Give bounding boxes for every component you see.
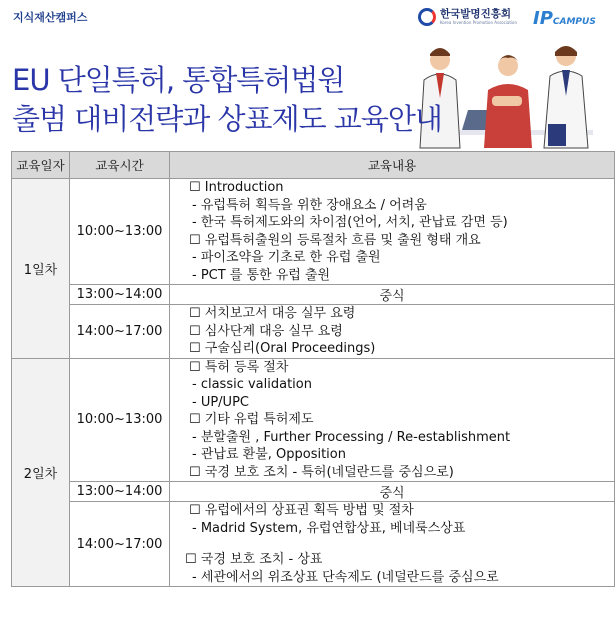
content-line: - 세관에서의 위조상표 단속제도 (네덜란드를 중심으로 — [192, 569, 499, 585]
content-line: - 관납료 환불, Opposition — [192, 447, 346, 462]
content-line: - 유럽특허 획득을 위한 장애요소 / 어려움 — [192, 197, 427, 213]
content-line: - PCT 를 통한 유럽 출원 — [192, 267, 331, 283]
kipa-logo-mark-icon — [418, 8, 436, 26]
session-content — [170, 179, 615, 285]
content-line-blank — [189, 537, 614, 551]
content-line: ☐ 서치보고서 대응 실무 요령 — [189, 306, 356, 321]
content-line: - 파이조약을 기초로 한 유럽 출원 — [192, 250, 381, 265]
table-row — [12, 285, 615, 305]
campus-label: 지식재산캠퍼스 — [13, 11, 88, 24]
table-row — [12, 502, 615, 587]
table-header-row — [12, 152, 615, 179]
session-time: 14:00~17:00 — [70, 502, 170, 587]
schedule-table — [11, 151, 615, 587]
kipa-name-en: Korea Invention Promotion Association — [440, 20, 518, 25]
day-label: 2일차 — [12, 358, 70, 587]
content-line: ☐ 심사단계 대응 실무 요령 — [189, 323, 343, 339]
lunch-time: 13:00~14:00 — [70, 285, 170, 305]
lunch-time: 13:00~14:00 — [70, 482, 170, 502]
content-line: ☐ 유럽에서의 상표권 획득 방법 및 절차 — [189, 503, 414, 518]
table-row — [12, 179, 615, 285]
lunch-label: 중식 — [170, 285, 615, 305]
ipcampus-logo — [533, 8, 596, 29]
session-time: 10:00~13:00 — [70, 358, 170, 482]
session-content — [170, 358, 615, 482]
day-label: 1일차 — [12, 179, 70, 359]
session-content — [170, 305, 615, 359]
content-line: ☐ 구술심리(Oral Proceedings) — [189, 341, 376, 356]
header-time: 교육시간 — [70, 152, 170, 179]
ipcampus-campus: CAMPUS — [552, 17, 596, 27]
content-line: ☐ 국경 보호 조치 - 상표 — [185, 552, 323, 567]
header-date: 교육일자 — [12, 152, 70, 179]
content-line: - 분할출원 , Further Processing / Re-establishment — [192, 429, 511, 445]
session-time: 10:00~13:00 — [70, 179, 170, 285]
lunch-label: 중식 — [170, 482, 615, 502]
content-line: ☐ 유럽특허출원의 등록절차 흐름 및 출원 형태 개요 — [189, 232, 481, 248]
kipa-name: 한국발명진흥회 — [440, 8, 512, 20]
header-content: 교육내용 — [170, 152, 615, 179]
content-line: ☐ Introduction — [189, 180, 284, 195]
content-line: - classic validation — [192, 377, 312, 392]
session-time: 14:00~17:00 — [70, 305, 170, 359]
ipcampus-ip: IP — [533, 8, 553, 29]
content-line: - UP/UPC — [192, 394, 249, 410]
page-title-line1: EU 단일특허, 통합특허법원 — [12, 63, 345, 97]
content-line: - 한국 특허제도와의 차이점(언어, 서치, 관납료 감면 등) — [192, 215, 508, 230]
top-bar — [0, 0, 615, 40]
table-row — [12, 305, 615, 359]
content-line: ☐ 기타 유럽 특허제도 — [189, 412, 314, 427]
page-title-line2: 출범 대비전략과 상표제도 교육안내 — [12, 102, 442, 136]
content-line: ☐ 국경 보호 조치 - 특허(네덜란드를 중심으로) — [189, 464, 454, 480]
kipa-logo — [418, 8, 517, 26]
table-row — [12, 358, 615, 482]
content-line: ☐ 특허 등록 절차 — [189, 359, 289, 375]
session-content — [170, 502, 615, 587]
content-line: - Madrid System, 유럽연합상표, 베네룩스상표 — [192, 520, 466, 536]
table-row — [12, 482, 615, 502]
